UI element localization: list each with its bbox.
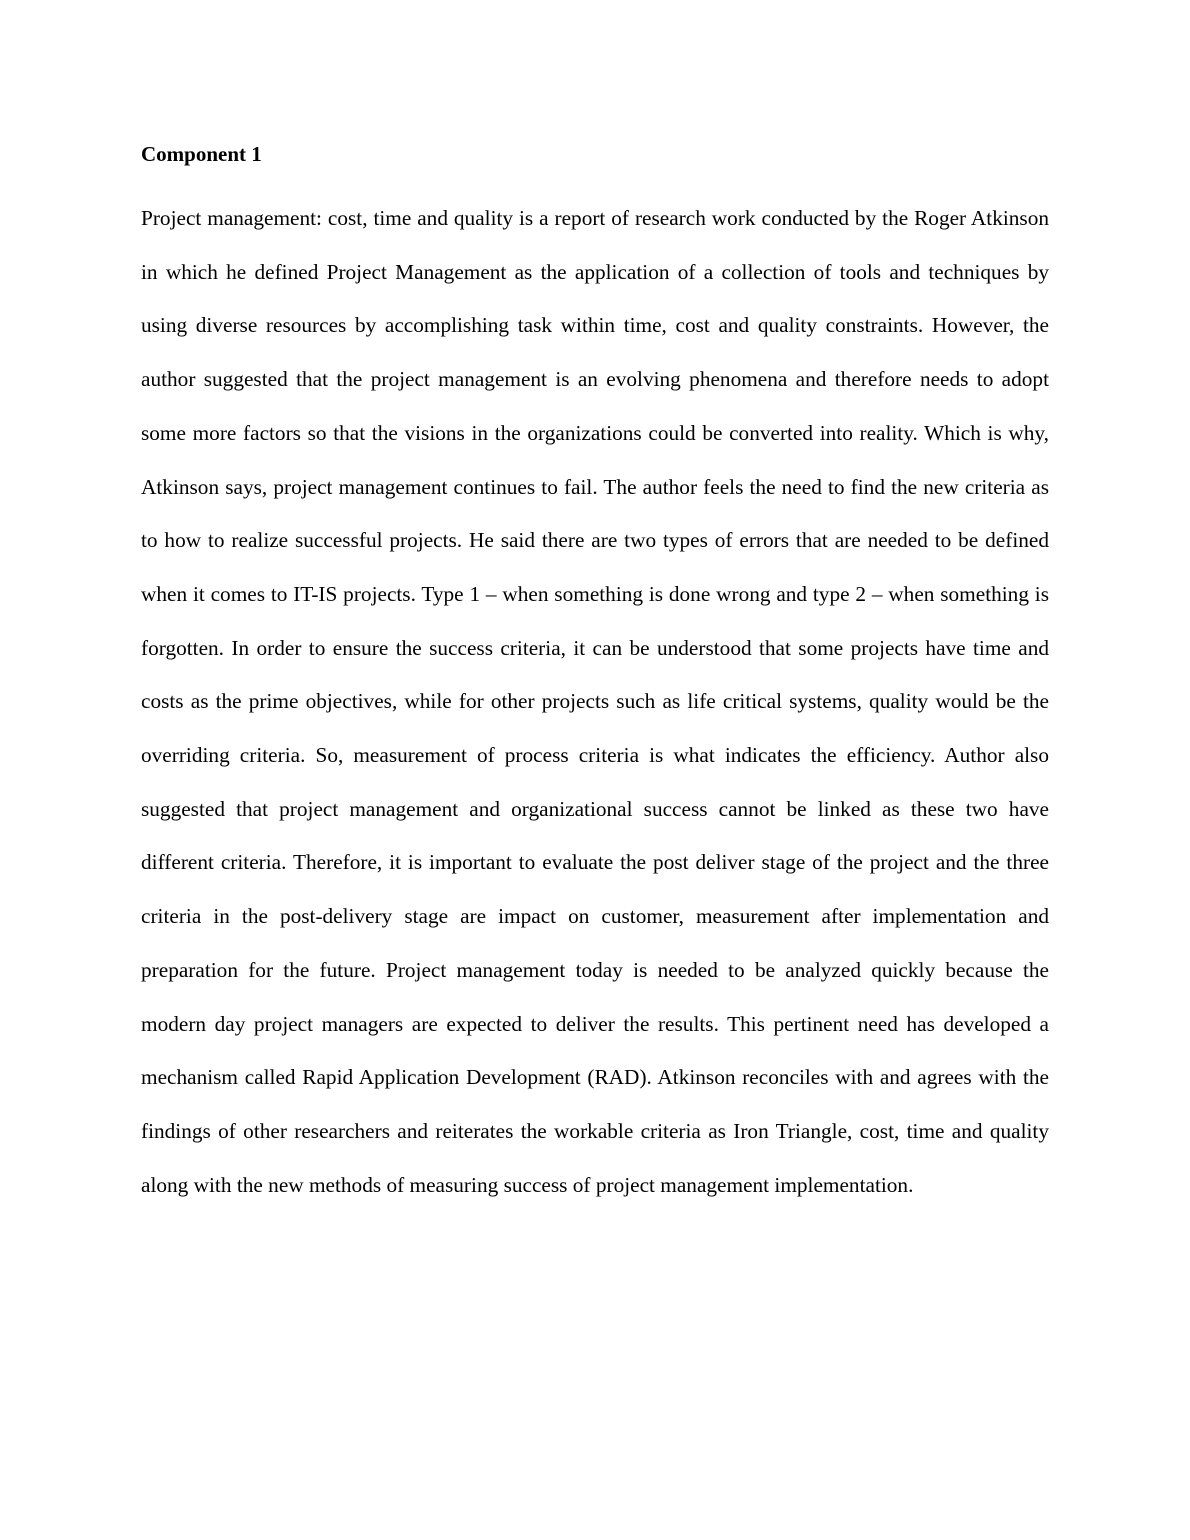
body-paragraph: Project management: cost, time and quality is a report of research work conducted by the Roger Atkinson in which he defined Project Management as the application of a collection of tools and techniques by using diverse resources by accomplishing task within time, cost and quality constraints. However, the author suggested that the project management is an evolving phenomena and therefore needs to adopt some more factors so that the visions in the organizations could be converted into reality. Which is why, Atkinson says, project management continues to fail. The author feels the need to find the new criteria as to how to realize successful projects. He said there are two types of errors that are needed to be defined when it comes to IT-IS projects. Type 1 – when something is done wrong and type 2 – when something is forgotten. In order to ensure the success criteria, it can be understood that some projects have time and costs as the prime objectives, while for other projects such as life critical systems, quality would be the overriding criteria. So, measurement of process criteria is what indicates the efficiency. Author also suggested that project management and organizational success cannot be linked as these two have different criteria. Therefore, it is important to evaluate the post deliver stage of the project and the three criteria in the post-delivery stage are impact on customer, measurement after implementation and preparation for the future. Project management today is needed to be analyzed quickly because the modern day project managers are expected to deliver the results. This pertinent need has developed a mechanism called Rapid Application Development (RAD). Atkinson reconciles with and agrees with the findings of other researchers and reiterates the workable criteria as Iron Triangle, cost, time and quality along with the new methods of measuring success of project management implementation. [141, 206, 1049, 1197]
document-body [141, 138, 1049, 1212]
section-heading: Component 1 [141, 142, 262, 166]
